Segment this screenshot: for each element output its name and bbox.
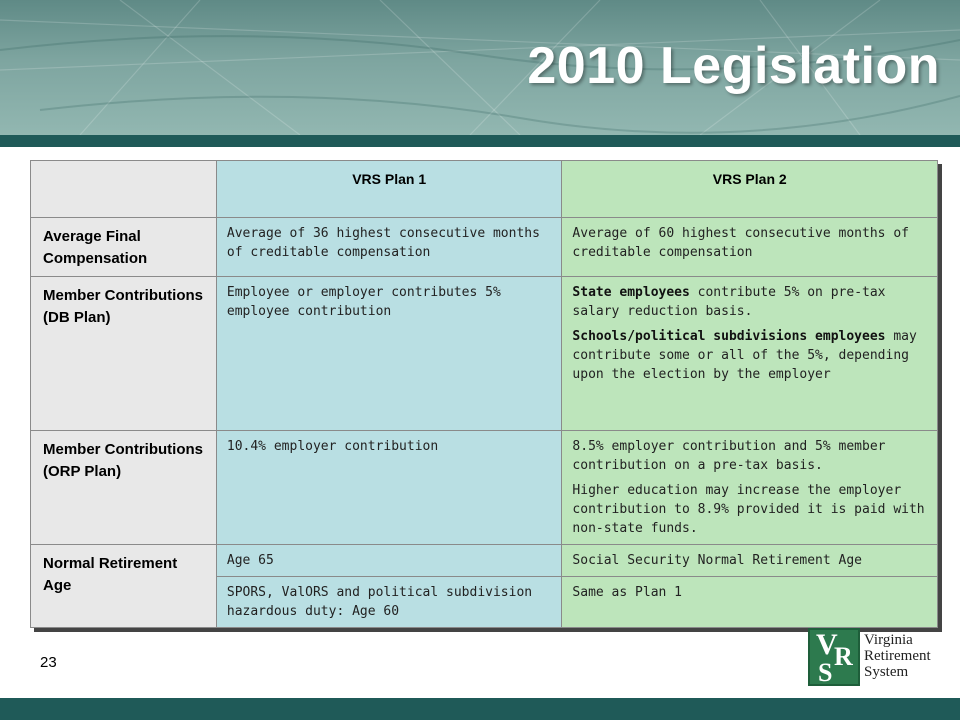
row-label: Average Final Compensation [31,218,217,277]
plan2-cell [562,431,938,545]
header-plan-2: VRS Plan 2 [562,161,938,218]
row-label: Normal Retirement Age [31,545,217,628]
cell-text: Age 65 [226,553,274,568]
cell-text: Average of 36 highest consecutive months of creditable compensation [226,226,540,260]
cell-text: may contribute some or all of the 5%, depending upon the election by the employer [572,329,917,382]
comparison-table [30,160,938,628]
row-label: Member Contributions (ORP Plan) [31,431,217,545]
cell-text: Average of 60 highest consecutive months of creditable compensation [572,226,909,260]
banner-stripe [0,135,960,147]
table-row [31,545,938,577]
cell-paragraph [572,327,927,384]
logo-wordmark [864,632,931,680]
plan2-cell [562,545,938,577]
cell-text: contribute 5% on pre-tax salary reduction basis. [572,285,886,319]
logo-letter-r: R [834,642,853,671]
slide-title: 2010 Legislation [527,37,940,95]
plan1-cell [216,545,562,577]
plan1-cell [216,277,562,431]
plan1-cell [216,577,562,628]
header-banner [0,0,960,135]
cell-text: 8.5% employer contribution and 5% member contribution on a pre-tax basis. [572,439,886,473]
cell-text: Higher education may increase the employer contribution to 8.9% provided it is paid with non-state funds. [572,483,925,536]
cell-text: SPORS, ValORS and political subdivision hazardous duty: Age 60 [226,585,533,619]
cell-paragraph [572,283,927,321]
vrs-logo [808,628,944,686]
plan2-cell [562,218,938,277]
slide-number: 23 [40,654,57,671]
logo-line: Retirement [864,648,931,664]
table-row [31,277,938,431]
header-plan-1: VRS Plan 1 [216,161,562,218]
bold-text: State employees [572,285,690,300]
bold-text: Schools/political subdivisions employees [572,329,886,344]
plan1-cell [216,431,562,545]
plan2-cell [562,577,938,628]
cell-text: Same as Plan 1 [572,585,682,600]
logo-letter-s: S [818,658,833,687]
vrs-logo-mark [808,628,860,686]
cell-text: 10.4% employer contribution [226,439,439,454]
plan1-cell [216,218,562,277]
table-header-row [31,161,938,218]
footer-bar [0,698,960,720]
table-row [31,218,938,277]
header-blank [31,161,217,218]
row-label: Member Contributions (DB Plan) [31,277,217,431]
logo-line: System [864,664,909,680]
table-row [31,431,938,545]
logo-letter-v: V [816,628,838,661]
cell-text: Social Security Normal Retirement Age [572,553,863,568]
plan2-cell [562,277,938,431]
logo-line: Virginia [864,632,913,648]
cell-text: Employee or employer contributes 5% employee contribution [226,285,501,319]
